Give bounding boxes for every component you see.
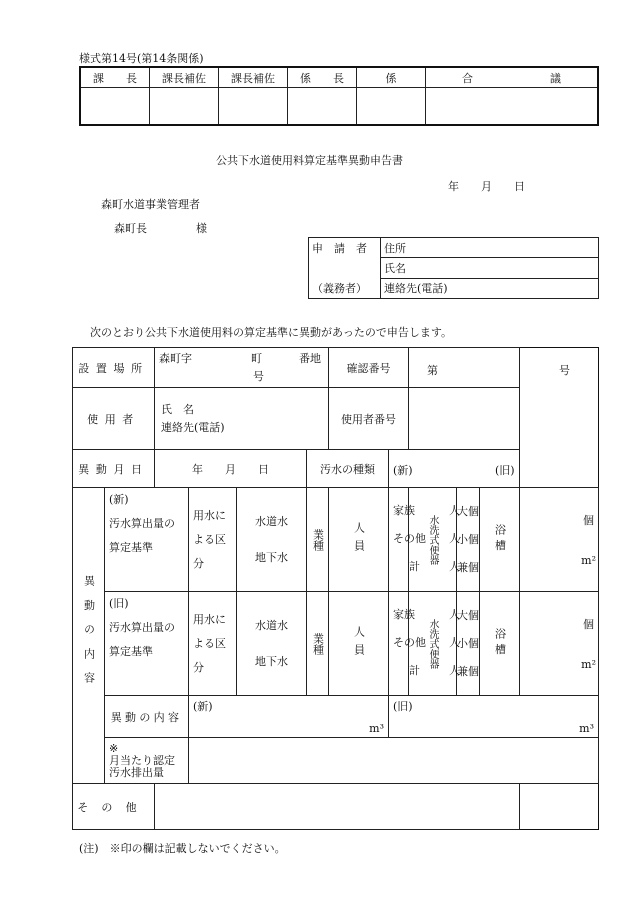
monthly-label: ※ 月当たり認定汚水排出量 (105, 738, 189, 784)
approval-stamp-cell[interactable] (150, 88, 219, 126)
bathtub-count-old[interactable]: 個 m² (520, 592, 599, 696)
note: (注) ※印の欄は記載しないでください。 (79, 842, 286, 855)
change-content-vertical-label: 異動の内容 (73, 488, 105, 784)
addressee-honorific: 様 (196, 222, 207, 235)
location-go: 号 (253, 370, 264, 383)
content-old-field[interactable]: (旧) m³ (389, 696, 599, 738)
flush-toilet-old: 水洗式便器 (409, 592, 457, 696)
flush-toilet-new: 水洗式便器 (409, 488, 457, 592)
confirm-label: 確認番号 (329, 348, 409, 388)
approval-stamp-cell[interactable] (426, 88, 599, 126)
bathtub-new: 浴槽 (480, 488, 520, 592)
content-label: 異動の内容 (105, 696, 189, 738)
bathtub-old: 浴槽 (480, 592, 520, 696)
industry-new: 業種 (307, 488, 329, 592)
confirm-dai: 第 (427, 364, 438, 377)
water-source-new-label: 用水による区分 (189, 488, 237, 592)
intro-text: 次のとおり公共下水道使用料の算定基準に異動があったので申告します。 (90, 326, 453, 339)
location-lot: 番地 (299, 352, 321, 365)
addressee-org: 森町水道事業管理者 (101, 198, 200, 211)
water-kind-new[interactable]: 水道水 地下水 (237, 488, 307, 592)
basis-new-label: (新) 汚水算出量の算定基準 (105, 488, 189, 592)
user-name-label: 氏 名 (161, 402, 194, 416)
location-prefix: 森町字 (159, 352, 192, 365)
approval-table (79, 66, 599, 126)
approval-header: 課長補佐 (150, 67, 219, 88)
urinal-old[interactable]: 大 個 小 個 兼 個 (457, 592, 480, 696)
approval-header: 合 議 (426, 67, 599, 88)
change-date-label: 異動月日 (73, 450, 155, 488)
page-title: 公共下水道使用料算定基準異動申告書 (216, 154, 403, 167)
form-number: 様式第14号(第14条関係) (79, 52, 204, 65)
approval-header: 課長補佐 (219, 67, 288, 88)
persons-new: 人員 (329, 488, 389, 592)
persons-old: 人員 (329, 592, 389, 696)
applicant-label-bottom: （義務者） (309, 278, 381, 298)
approval-header: 係 長 (288, 67, 357, 88)
approval-stamp-cell[interactable] (357, 88, 426, 126)
other-label: その他 (73, 784, 155, 830)
user-label: 使用者 (73, 388, 155, 450)
industry-old: 業種 (307, 592, 329, 696)
location-town: 町 (251, 352, 262, 365)
user-number-label: 使用者番号 (329, 388, 409, 450)
other-field[interactable] (155, 784, 520, 830)
sewage-type-new: (新) (393, 464, 413, 477)
applicant-label-top: 申 請 者 (309, 238, 381, 258)
sewage-type-old: (旧) (495, 464, 515, 477)
water-kind-old[interactable]: 水道水 地下水 (237, 592, 307, 696)
basis-old-label: (旧) 汚水算出量の算定基準 (105, 592, 189, 696)
change-date-field[interactable]: 年 月 日 (155, 450, 307, 488)
applicant-box (308, 237, 599, 299)
main-form (72, 347, 599, 830)
bathtub-count-new[interactable]: 個 m² (520, 488, 599, 592)
confirm-number-field[interactable] (409, 348, 570, 388)
sewage-type-field[interactable] (389, 450, 520, 488)
approval-header: 課 長 (80, 67, 150, 88)
user-field[interactable] (155, 388, 329, 450)
location-label: 設置場所 (73, 348, 155, 388)
monthly-field (189, 738, 599, 784)
confirm-go: 号 (559, 364, 570, 377)
approval-stamp-cell[interactable] (219, 88, 288, 126)
content-new-field[interactable]: (新) m³ (189, 696, 389, 738)
water-source-old-label: 用水による区分 (189, 592, 237, 696)
name-field[interactable]: 氏名 (381, 258, 599, 278)
persons-breakdown-old[interactable]: 家族 人 その他 人 計 人 (389, 592, 409, 696)
approval-stamp-cell[interactable] (288, 88, 357, 126)
user-number-field[interactable] (409, 388, 520, 450)
persons-breakdown-new[interactable]: 家族 人 その他 人 計 人 (389, 488, 409, 592)
phone-field[interactable]: 連絡先(電話) (381, 278, 599, 298)
approval-header: 係 (357, 67, 426, 88)
sewage-type-label: 汚水の種類 (307, 450, 389, 488)
location-field[interactable] (155, 348, 329, 388)
approval-stamp-cell[interactable] (80, 88, 150, 126)
urinal-new[interactable]: 大 個 小 個 兼 個 (457, 488, 480, 592)
addressee-name: 森町長 (114, 222, 147, 235)
address-field[interactable]: 住所 (381, 238, 599, 258)
user-phone-label: 連絡先(電話) (161, 420, 225, 434)
date-line: 年 月 日 (448, 180, 525, 193)
